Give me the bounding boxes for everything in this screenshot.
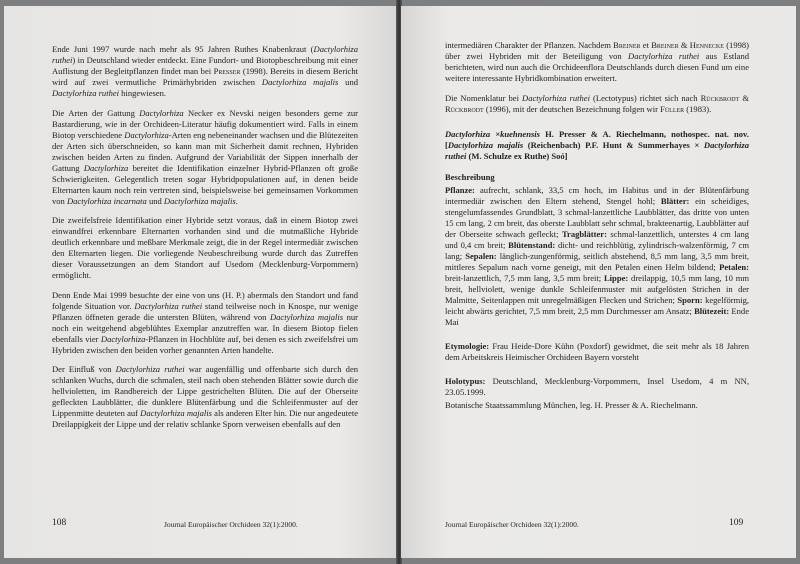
description-text — [445, 185, 749, 328]
text-run: (Lectotypus) richtet sich nach — [589, 92, 701, 103]
left-paragraph-4 — [52, 290, 358, 356]
text-run: Pflanze: — [445, 184, 475, 195]
text-run: H. Presser & A. Riechelmann, nothospec. nat. nov. [ — [445, 128, 749, 150]
text-run: Blätter: — [660, 195, 690, 206]
text-run: Dactylorhiza majalis — [163, 195, 236, 206]
text-run: Dactylorhiza — [100, 333, 146, 344]
text-run: Dactylorhiza majalis — [269, 311, 344, 322]
text-run: Presser — [213, 66, 241, 76]
right-journal-footer: Journal Europäischer Orchideen 32(1):2000. — [445, 520, 579, 529]
text-run: Dactylorhiza ×kuehnensis — [445, 128, 540, 139]
right-page-number: 109 — [729, 518, 744, 528]
herbarium-text: Botanische Staatssammlung München, leg. H. Presser & A. Riechelmann. — [445, 399, 698, 410]
text-run: Breiner — [651, 40, 679, 50]
text-run: schmal-lanzettlich, unterstes 4 cm lang und 0,4 cm breit; — [445, 228, 750, 250]
text-run: Dactylorhiza — [124, 129, 169, 140]
description-title: Beschreibung — [445, 171, 495, 182]
text-run: Denn Ende Mai 1999 besuchte der eine von uns (H. P.) abermals den Standort und fand folgende Situation vor. — [52, 289, 358, 311]
text-run: ) in Deutschland wieder entdeckt. Eine Fundort- und Biotopbeschreibung mit einer Auflistung der Begleitpflanzen findet man bei — [52, 55, 358, 76]
left-text-column — [52, 44, 358, 439]
text-run: ein scheidiges, stengelumfassendes Grundblatt, 3 schmal-lanzettliche Laubblätter, das dritte von unten 15 cm lang, 2 cm breit, das oberste Laubblatt sehr schmal, brakteenartig, Laubblätter auf der Oberseite schwach gefleckt; — [445, 195, 749, 239]
text-run: Dactylorhiza ruthei — [52, 88, 120, 98]
text-run: bereitet die Identifikation einzelner Hybrid-Pflanzen oft große Schwierigkeiten. Gelegentlich treten sogar Hybridpopulationen auf, in denen beide Elternarten kaum noch rein vertreten sind, beispielsweise bei gemeinsamen Vorkommen von — [52, 162, 358, 206]
left-page — [4, 6, 397, 558]
text-run: als anderen Elter hin. Die nur angedeutete Dreilappigkeit der Lippe und der relativ schlanke Sporn verweisen ebenfalls auf den — [52, 408, 358, 429]
left-paragraph-5 — [52, 364, 358, 430]
text-run: (Reichenbach) P.F. Hunt & Summerhayes × — [523, 139, 704, 150]
text-run: Dactylorhiza — [83, 162, 129, 173]
text-run: (1998). Bereits in diesem Bericht wird auf zwei vermutliche Primärhybriden zwischen — [52, 66, 358, 87]
text-run: breit-lanzettlich, 7,5 mm lang, 3,5 mm breit; — [445, 272, 604, 283]
text-run: Die Arten der Gattung — [52, 107, 140, 118]
text-run: und — [338, 77, 358, 87]
text-run: Dactylorhiza majalis — [261, 77, 339, 87]
text-run: Dactylorhiza incarnata — [66, 195, 147, 206]
text-run: Frau Heide-Dore Kühn (Poxdorf) gewidmet, die seit mehr als 18 Jahren dem Arbeitskreis Heimischer Orchideen Bayern vorsteht — [445, 340, 749, 362]
text-run: nur noch ein weitgehend abgeblühtes Exemplar anzutreffen war. In diesem Biotop fielen ebenfalls vier — [52, 311, 359, 344]
right-text-column — [445, 40, 749, 419]
text-run: stand teilweise noch in Knospe, nur wenige Pflanzen öffneten gerade die untersten Blüten, während von — [52, 300, 358, 322]
text-run: Dactylorhiza ruthei — [115, 364, 185, 374]
text-run: war augenfällig und offenbarte sich durch den schlanken Wuchs, durch die schmalen, steil nach oben stehenden Blätter sowie durch die hellvioletten, im Randbereich der Lippe gestrichelten Blüten. Die auf der Oberseite gefleckten Laubblätter, die dunklere Blütenfärbung und die Schleifenmuster auf der Lippenmitte deuteten auf — [52, 364, 359, 418]
text-run: Blütenstand: — [508, 239, 556, 250]
text-run: und — [146, 195, 164, 206]
text-run: Blütezeit: — [694, 305, 730, 316]
text-run: -Arten eng nebeneinander wachsen und die Blütezeiten der Arten sich überschneiden, so kann man mit Sicherheit damit rechnen, Hybriden zwischen beiden Arten zu finden. Aufgrund der Variabilität der Sippen innerhalb der Gattung — [52, 129, 358, 173]
text-run: . — [235, 195, 238, 206]
taxon-heading — [445, 129, 749, 162]
text-run: Deutschland, Mecklenburg-Vorpommern, Insel Usedom, 4 m NN, 23.05.1999. — [445, 375, 749, 397]
text-run: Sporn: — [677, 294, 703, 305]
text-run: Tragblätter: — [561, 228, 607, 239]
text-run: aufrecht, schlank, 33,5 cm hoch, im Habitus und in der Blütenfärbung intermediär zwischen den Eltern stehend, Stengel hohl; — [445, 184, 749, 206]
text-run: dreilappig, 10,5 mm lang, 10 mm breit, hellviolett, wenige dunkle Schleifenmuster mit aufgelösten Strichen in der Malmitte, Seitenlappen mit unregelmäßigen Flecken und Strichen; — [445, 272, 750, 305]
text-run: hingewiesen. — [119, 88, 167, 98]
text-run: dicht- und reichblütig, zylindrisch-walzenförmig, 7 cm lang; — [445, 239, 749, 261]
holotype-text — [445, 376, 749, 398]
left-paragraph-2 — [52, 108, 358, 207]
text-run: aus Estland berichteten, wird nun auch die Orchideenflora Deutschlands durch diesen Fund um eine weitere interessante Hybridkombination erweitert. — [445, 51, 749, 83]
text-run: Necker ex Nevski neigen besonders gerne zur Bastardierung, wie in der Orchideen-Literatur häufig dokumentiert wird. Falls in einem Biotop verschiedene — [52, 107, 359, 140]
text-run: Breiner — [613, 40, 641, 50]
text-run: Rückbrodt & Rückbrodt — [445, 92, 749, 114]
text-run: (1983). — [684, 103, 712, 114]
text-run: Lippe: — [603, 272, 629, 283]
text-run: Die zweifelsfreie Identifikation einer Hybride setzt voraus, daß in einem Biotop zwei einwandfrei erkennbare Elternarten vorhanden sind und die mutmaßliche Hybride deutlich erkennbare und meßbare Merkmale zeigt, die in der Regel intermediär zwischen den Elternarten liegen. Die vorliegende Neubeschreibung wurde durch das Zutreffen dieser Voraussetzungen an dem Standort auf Usedom (Mecklenburg-Vorpommern) ermöglicht. — [52, 215, 358, 280]
text-run: Sepalen: — [465, 250, 497, 261]
right-page — [401, 6, 796, 558]
text-run: Dactylorhiza ruthei — [522, 92, 590, 103]
text-run: Dactylorhiza ruthei — [134, 300, 203, 311]
text-run: Der Einfluß von — [52, 364, 116, 374]
text-run: (1996), mit der deutschen Bezeichnung folgen wir — [483, 103, 661, 114]
text-run: Dactylorhiza majalis — [140, 408, 212, 418]
left-paragraph-1 — [52, 44, 358, 99]
text-run: Dactylorhiza — [139, 107, 184, 118]
text-run: Füller — [660, 103, 685, 114]
text-run: Hennecke — [689, 40, 724, 50]
right-paragraph-1 — [445, 40, 749, 84]
text-run: (1998) über zwei Hybriden mit der Beteiligung von — [445, 40, 749, 61]
left-paragraph-3 — [52, 215, 358, 281]
text-run: & — [678, 40, 690, 50]
text-run: et — [640, 40, 652, 50]
text-run: Die Nomenklatur bei — [445, 92, 523, 103]
text-run: -Pflanzen in Hochblüte auf, bei denen es sich zweifelsfrei um Hybriden zwischen den beiden vorher genannten Arten handelte. — [52, 333, 358, 355]
left-journal-footer: Journal Europäischer Orchideen 32(1):2000. — [164, 520, 298, 529]
text-run: Ende Mai — [445, 305, 749, 327]
text-run: Etymologie: — [445, 340, 490, 351]
right-paragraph-2 — [445, 93, 749, 115]
text-run: kegelförmig, leicht abwärts gerichtet, 7,5 mm breit, 2,5 mm Durchmesser am Ansatz; — [445, 294, 749, 316]
left-page-number: 108 — [52, 518, 67, 528]
text-run: Dactylorhiza ruthei — [628, 51, 700, 61]
text-run: Dactylorhiza ruthei — [52, 44, 358, 65]
text-run: länglich-zungenförmig, seitlich abstehend, 8,5 mm lang, 3,5 mm breit, mittleres Sepalum nach vorne geneigt, mit den Petalen einen Helm bildend; — [445, 250, 750, 272]
text-run: Dactylorhiza ruthei — [445, 139, 750, 161]
text-run: Petalen: — [719, 261, 749, 272]
text-run: Dactylorhiza majalis — [447, 139, 524, 150]
text-run: Ende Juni 1997 wurde nach mehr als 95 Jahren Ruthes Knabenkraut ( — [52, 44, 314, 54]
text-run: (M. Schulze ex Ruthe) Soó] — [466, 150, 568, 161]
etymology-text — [445, 341, 749, 363]
text-run: Holotypus: — [445, 375, 486, 386]
text-run: intermediären Charakter der Pflanzen. Nachdem — [445, 40, 614, 50]
